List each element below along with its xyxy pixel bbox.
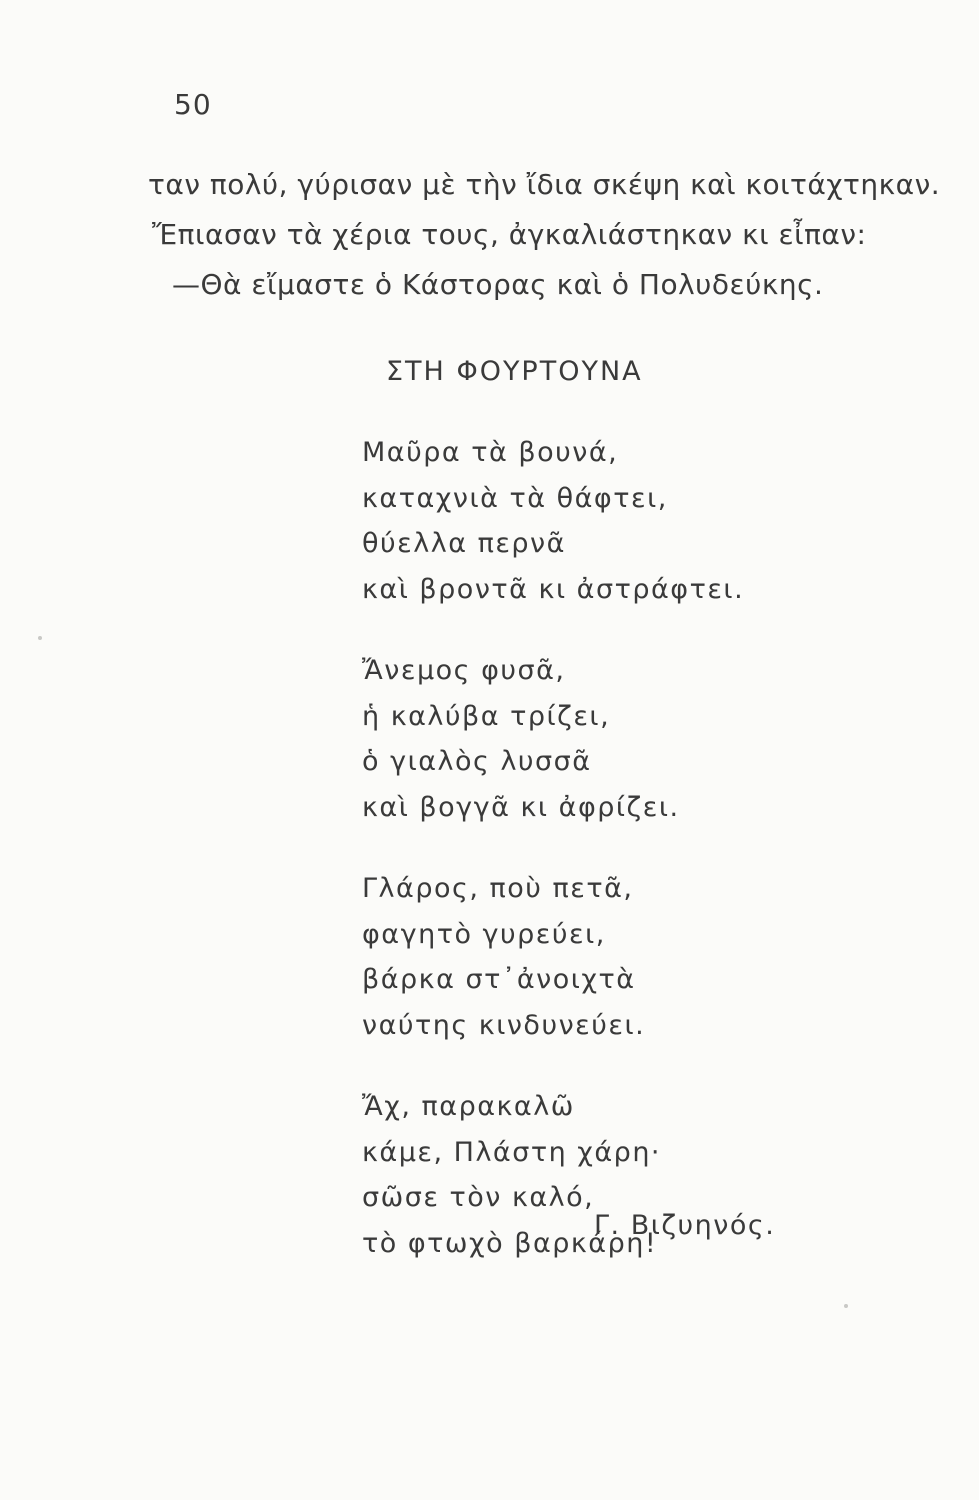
verse-line: καταχνιὰ τὰ θάφτει, xyxy=(362,482,668,514)
prose-line: Ἔπιασαν τὰ χέρια τους, ἀγκαλιάστηκαν κι εἶπαν: xyxy=(152,218,867,251)
verse-line: τὸ φτωχὸ βαρκάρη! xyxy=(362,1227,658,1259)
poem-title: ΣΤΗ ΦΟΥΡΤΟΥΝΑ xyxy=(386,356,643,387)
prose-paragraph xyxy=(148,160,948,310)
verse-line: ναύτης κινδυνεύει. xyxy=(362,1009,646,1041)
verse-line: θύελλα περνᾶ xyxy=(362,528,566,559)
stanza xyxy=(362,430,744,612)
poem-body xyxy=(362,430,744,1302)
verse-line: βάρκα στ᾽ἀνοιχτὰ xyxy=(362,964,636,995)
verse-line: Μαῦρα τὰ βουνά, xyxy=(362,437,619,468)
verse-line: ἡ καλύβα τρίζει, xyxy=(362,700,611,732)
verse-line: ὁ γιαλὸς λυσσᾶ xyxy=(362,746,592,777)
verse-line: καὶ βροντᾶ κι ἀστράφτει. xyxy=(362,573,745,605)
page-number: 50 xyxy=(174,88,212,121)
paper-speck xyxy=(844,1304,848,1308)
stanza xyxy=(362,866,744,1048)
prose-line: ταν πολύ, γύρισαν μὲ τὴν ἴδια σκέψη καὶ κοιτάχτηκαν. xyxy=(148,168,941,201)
verse-line: Ἄχ, παρακαλῶ xyxy=(362,1091,575,1122)
stanza xyxy=(362,648,744,830)
author-signature: Γ. Βιζυηνός. xyxy=(594,1210,776,1241)
verse-line: κάμε, Πλάστη χάρη· xyxy=(362,1136,662,1168)
verse-line: σῶσε τὸν καλό, xyxy=(362,1182,595,1213)
verse-line: Ἄνεμος φυσᾶ, xyxy=(362,655,566,686)
paper-speck xyxy=(38,636,42,640)
verse-line: φαγητὸ γυρεύει, xyxy=(362,918,606,950)
prose-line: —Θὰ εἴμαστε ὁ Κάστορας καὶ ὁ Πολυδεύκης. xyxy=(172,268,824,301)
verse-line: Γλάρος, ποὺ πετᾶ, xyxy=(362,873,634,904)
verse-line: καὶ βογγᾶ κι ἀφρίζει. xyxy=(362,791,680,823)
